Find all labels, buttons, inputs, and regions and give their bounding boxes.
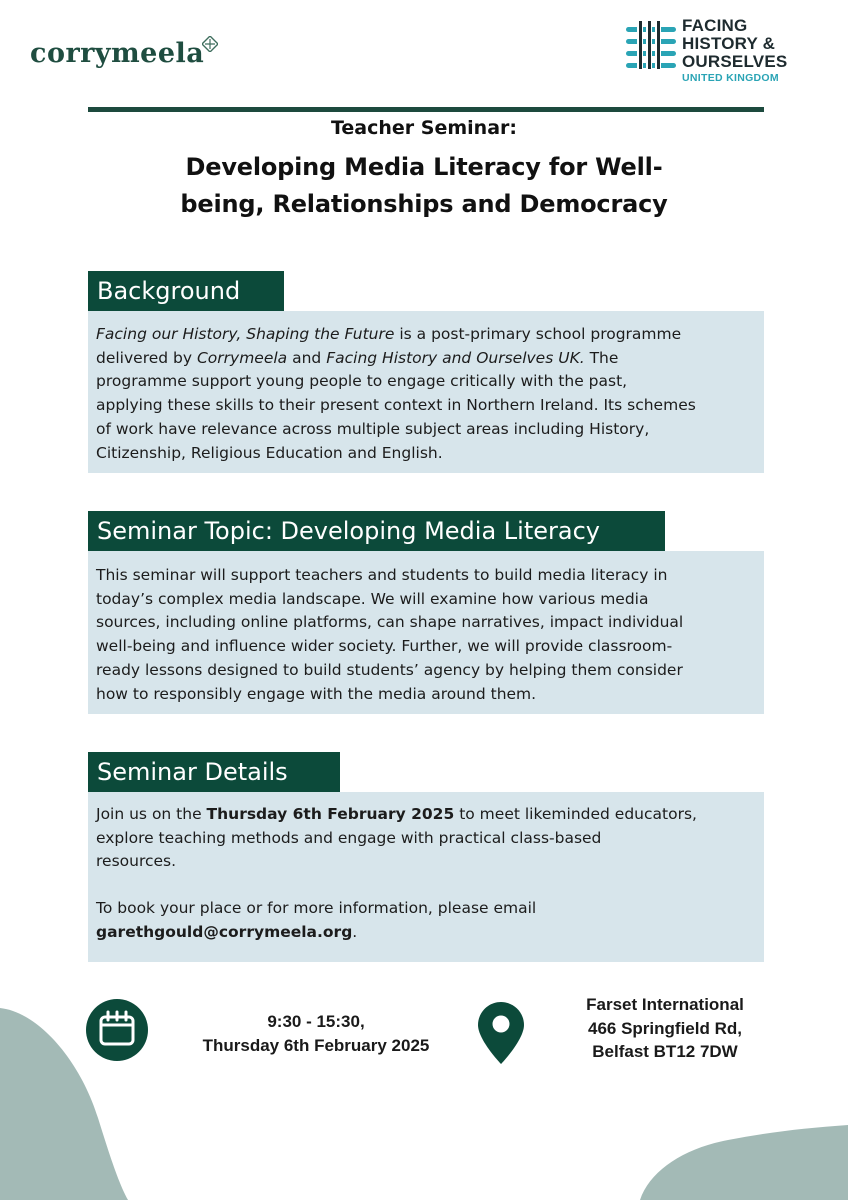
fho-logo-region: UNITED KINGDOM	[682, 72, 779, 84]
text-line	[96, 394, 756, 418]
text-run: The	[584, 348, 619, 367]
topic-text-line: sources, including online platforms, can shape narratives, impact individual	[96, 613, 684, 632]
compass-icon	[202, 36, 218, 52]
text-line	[96, 323, 756, 347]
text-run: To book your place or for more information, please email	[96, 899, 537, 918]
topic-text-line: well-being and influence wider society. Further, we will provide classroom-	[96, 637, 673, 656]
bold-text: garethgould@corrymeela.org	[96, 922, 353, 941]
italic-text: Facing our History, Shaping the Future	[96, 325, 395, 343]
decorative-blob-right	[640, 1110, 848, 1200]
text-run: applying these skills to their present context in Northern Ireland. Its schemes	[96, 396, 696, 415]
event-date-line: Thursday 6th February 2025	[202, 1035, 430, 1055]
page-title	[124, 149, 724, 223]
text-line	[96, 921, 756, 945]
corrymeela-logo	[30, 38, 204, 78]
calendar-icon	[86, 999, 148, 1061]
text-run: Citizenship, Religious Education and English.	[96, 443, 443, 462]
topic-heading: Seminar Topic: Developing Media Literacy	[88, 511, 665, 551]
venue-name: Farset International	[586, 995, 744, 1014]
italic-text: Corrymeela	[196, 348, 288, 367]
fho-logo-line-2: HISTORY &	[682, 34, 776, 53]
facing-history-logo	[626, 16, 826, 88]
page-title-line: being, Relationships and Democracy	[180, 190, 668, 218]
text-run: to meet likeminded educators,	[454, 805, 697, 823]
facing-history-mark-icon	[626, 19, 676, 71]
details-paragraph-2	[96, 897, 756, 944]
details-heading: Seminar Details	[88, 752, 340, 792]
bold-text: Thursday 6th February 2025	[206, 805, 455, 823]
text-line	[96, 850, 756, 874]
text-run: .	[352, 922, 358, 941]
italic-text: Facing History and Ourselves UK.	[326, 348, 585, 367]
text-run: explore teaching methods and engage with practical class-based	[96, 828, 602, 847]
background-heading: Background	[88, 271, 284, 311]
venue-city: Belfast BT12 7DW	[592, 1042, 738, 1061]
text-run: resources.	[96, 852, 177, 871]
text-run: is a post-primary school programme	[394, 325, 682, 343]
event-time	[176, 1010, 456, 1057]
corrymeela-logo-text: corrymeela	[30, 38, 205, 69]
text-line	[96, 442, 756, 466]
details-body	[88, 792, 764, 962]
background-body	[88, 311, 764, 473]
topic-text-line: today’s complex media landscape. We will examine how various media	[96, 589, 649, 608]
header-divider	[88, 107, 764, 112]
topic-text-line: This seminar will support teachers and students to build media literacy in	[96, 566, 668, 584]
topic-text-line: ready lessons designed to build students’ agency by helping them consider	[96, 660, 683, 679]
page-subtitle: Teacher Seminar:	[330, 117, 517, 139]
page-title-line: Developing Media Literacy for Well-	[185, 153, 663, 181]
text-line	[96, 370, 756, 394]
text-line	[96, 418, 756, 442]
fho-logo-line-1: FACING	[682, 16, 748, 35]
fho-logo-line-3: OURSELVES	[682, 52, 788, 71]
text-line	[96, 347, 756, 371]
topic-text-line: how to responsibly engage with the media around them.	[96, 684, 537, 703]
text-run: programme support young people to engage critically with the past,	[96, 372, 628, 391]
text-line	[96, 897, 756, 921]
venue-street: 466 Springfield Rd,	[588, 1018, 742, 1038]
background-text	[96, 323, 756, 465]
text-line	[96, 803, 756, 827]
event-venue	[550, 993, 780, 1064]
text-run: of work have relevance across multiple subject areas including History,	[96, 419, 650, 438]
details-paragraph-1	[96, 803, 756, 874]
topic-body	[88, 551, 764, 714]
location-pin-icon	[478, 1002, 524, 1064]
text-run: Join us on the	[96, 805, 207, 823]
text-run: and	[287, 348, 327, 367]
text-line	[96, 827, 756, 851]
text-run: delivered by	[96, 348, 197, 367]
event-time-line: 9:30 - 15:30,	[267, 1012, 365, 1031]
